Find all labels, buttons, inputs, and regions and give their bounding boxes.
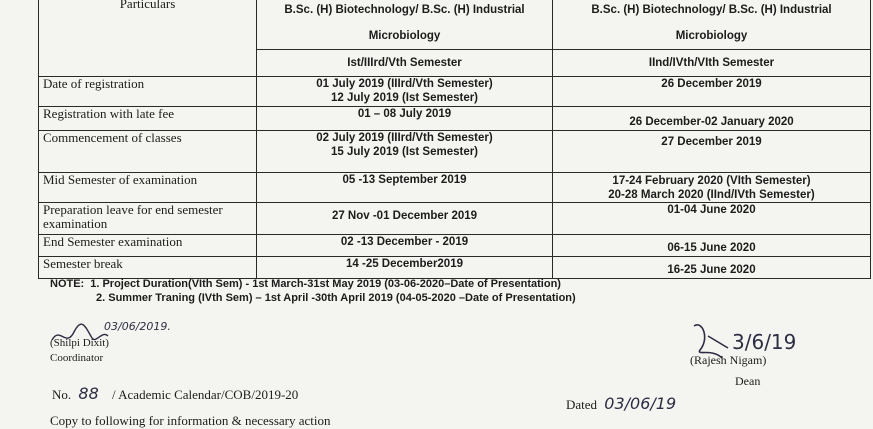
cell-line: 14 -25 December2019 (346, 258, 463, 270)
cell-line: 06-15 June 2020 (667, 242, 756, 254)
row-label: Semester break (39, 257, 257, 279)
table-row (39, 77, 871, 107)
cell-line: 05 -13 September 2019 (342, 174, 467, 186)
even-header-line1: B.Sc. (H) Biotechnology/ B.Sc. (H) Industrial (591, 4, 832, 16)
coordinator-handwritten-date: 03/06/2019. (104, 320, 171, 333)
particulars-header-text: Particulars (119, 0, 176, 11)
coordinator-name: (Shilpi Dixit) (50, 337, 109, 349)
table-row (39, 131, 871, 173)
even-semester-header (553, 0, 871, 77)
odd-cell (257, 107, 553, 131)
odd-cell (257, 77, 553, 107)
table-row (39, 203, 871, 235)
particulars-header (39, 0, 257, 77)
even-cell (553, 257, 871, 279)
notes-section (50, 278, 576, 304)
cell-line: 15 July 2019 (Ist Semester) (330, 146, 479, 158)
row-label: Date of registration (39, 77, 257, 107)
odd-cell (257, 257, 553, 279)
dated-handwritten-value: 03/06/19 (604, 394, 677, 413)
row-label: Preparation leave for end semester examination (39, 203, 257, 235)
cell-line: 01 – 08 July 2019 (357, 108, 452, 120)
odd-header-line2: Microbiology (368, 30, 441, 42)
dated-label: Dated (566, 397, 598, 412)
cell-line: 17-24 February 2020 (VIth Semester) (612, 175, 811, 187)
table-row (39, 257, 871, 279)
cell-line: 27 Nov -01 December 2019 (331, 210, 478, 222)
odd-cell (257, 173, 553, 203)
reference-prefix: No. (52, 387, 72, 402)
odd-semester-header (257, 0, 553, 77)
even-cell (553, 235, 871, 257)
odd-cell (257, 131, 553, 173)
copy-to-text: Copy to following for information & necessary action (50, 413, 331, 428)
cell-line: 26 December 2019 (661, 78, 762, 90)
reference-number (52, 384, 298, 403)
note-item-2: 2. Summer Traning (IVth Sem) – 1st April -30th April 2019 (04-05-2020 –Date of Presentation) (96, 292, 576, 304)
odd-cell (257, 235, 553, 257)
academic-calendar-table (38, 0, 871, 279)
header-row (39, 0, 871, 77)
cell-line: 12 July 2019 (Ist Semester) (330, 92, 479, 104)
even-cell (553, 131, 871, 173)
dean-name: (Rajesh Nigam) (690, 353, 767, 367)
dean-handwritten-date: 3/6/19 (732, 330, 797, 354)
note-item-1: 1. Project Duration(VIth Sem) - 1st March-31st May 2019 (03-06-2020–Date of Presentation) (90, 278, 561, 290)
even-cell (553, 77, 871, 107)
even-cell (553, 107, 871, 131)
reference-handwritten-number: 88 (78, 384, 99, 403)
dated-line (566, 394, 676, 413)
note-row-1 (50, 278, 576, 290)
even-header-line2: Microbiology (675, 30, 748, 42)
odd-cell (257, 203, 553, 235)
note-label: NOTE: (50, 278, 85, 290)
row-label: End Semester examination (39, 235, 257, 257)
cell-line: 02 -13 December - 2019 (340, 236, 469, 248)
table-row (39, 173, 871, 203)
odd-header-line1: B.Sc. (H) Biotechnology/ B.Sc. (H) Industrial (284, 4, 525, 16)
table-row (39, 235, 871, 257)
cell-line: 02 July 2019 (IIIrd/Vth Semester) (316, 132, 493, 144)
even-cell (553, 203, 871, 235)
row-label: Commencement of classes (39, 131, 257, 173)
cell-line: 01-04 June 2020 (667, 204, 756, 216)
cell-line: 01 July 2019 (IIIrd/Vth Semester) (316, 78, 493, 90)
row-label: Registration with late fee (39, 107, 257, 131)
coordinator-role: Coordinator (50, 352, 104, 364)
dean-role: Dean (735, 374, 761, 388)
row-label: Mid Semester of examination (39, 173, 257, 203)
cell-line: 16-25 June 2020 (667, 264, 756, 276)
odd-header-line3: Ist/IIIrd/Vth Semester (257, 49, 552, 76)
cell-line: 26 December-02 January 2020 (629, 116, 794, 128)
cell-line: 27 December 2019 (661, 136, 762, 148)
even-cell (553, 173, 871, 203)
table-row (39, 107, 871, 131)
even-header-line3: IInd/IVth/VIth Semester (553, 49, 870, 76)
cell-line: 20-28 March 2020 (IInd/IVth Semester) (608, 189, 815, 201)
reference-text: / Academic Calendar/COB/2019-20 (112, 387, 299, 402)
